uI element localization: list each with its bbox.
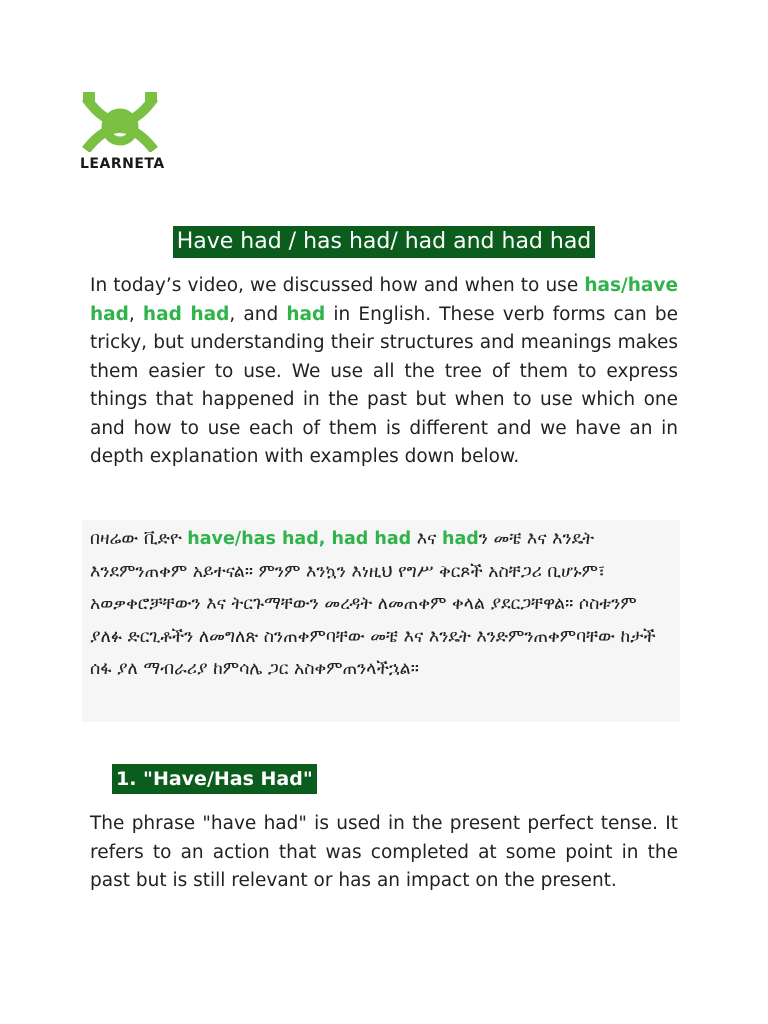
highlight-had: had [286, 303, 326, 325]
section-heading-have-has-had: 1. "Have/Has Had" [112, 764, 317, 794]
intro-text: , and [229, 303, 287, 325]
amharic-text: በዛሬው ቪድዮ [90, 529, 188, 549]
amharic-highlight-had: had [441, 529, 479, 549]
logo-wordmark: LEARNETA [80, 156, 165, 172]
section-body-paragraph: The phrase "have had" is used in the present perfect tense. It refers to an action that was completed at some point in the past but is still relevant or has an impact on the present. [90, 813, 678, 891]
amharic-highlight-forms: have/has had, had had [187, 529, 412, 549]
highlight-has-have-had: has/have had [90, 275, 678, 325]
highlight-had-had: had had [142, 303, 230, 325]
intro-text: In today’s video, we discussed how and when to use [90, 275, 585, 296]
amharic-paragraph [90, 523, 670, 686]
amharic-translation-box [82, 520, 680, 722]
intro-paragraph [90, 272, 678, 472]
learneta-logo [80, 90, 164, 172]
intro-text: in English. These verb forms can be tricky, but understanding their structures and meanings makes them easier to use. We use all the tree of them to express things that happened in the past but when to use which one and how to use each of them is different and we have an in depth explanation with examples down below. [90, 303, 678, 467]
page-title: Have had / has had/ had and had had [173, 226, 596, 258]
intro-text: , [128, 303, 143, 325]
learneta-logo-icon [80, 90, 160, 152]
amharic-text: እና [411, 529, 442, 549]
amharic-text: ን መቼ እና እንዴት እንደምንጠቀም አይተናል። ምንም እንኳን እነዚህ የግሥ ቅርጾች አስቸጋሪ ቢሆኑም፣ አወቃቀሮቻቸውን እና ትርጉማቸውን መረዳት ለመጠቀም ቀላል ያደርጋቸዋል። ሶስቱንም ያለፉ ድርጊቶችን ለመግለጽ ስንጠቀምባቸው መቼ እና እንዴት እንድምንጠቀምባቸው ከታች ሰፋ ያለ ማብራሪያ ከምሳሌ ጋር አስቀምጠንላችኋል። [90, 529, 656, 679]
